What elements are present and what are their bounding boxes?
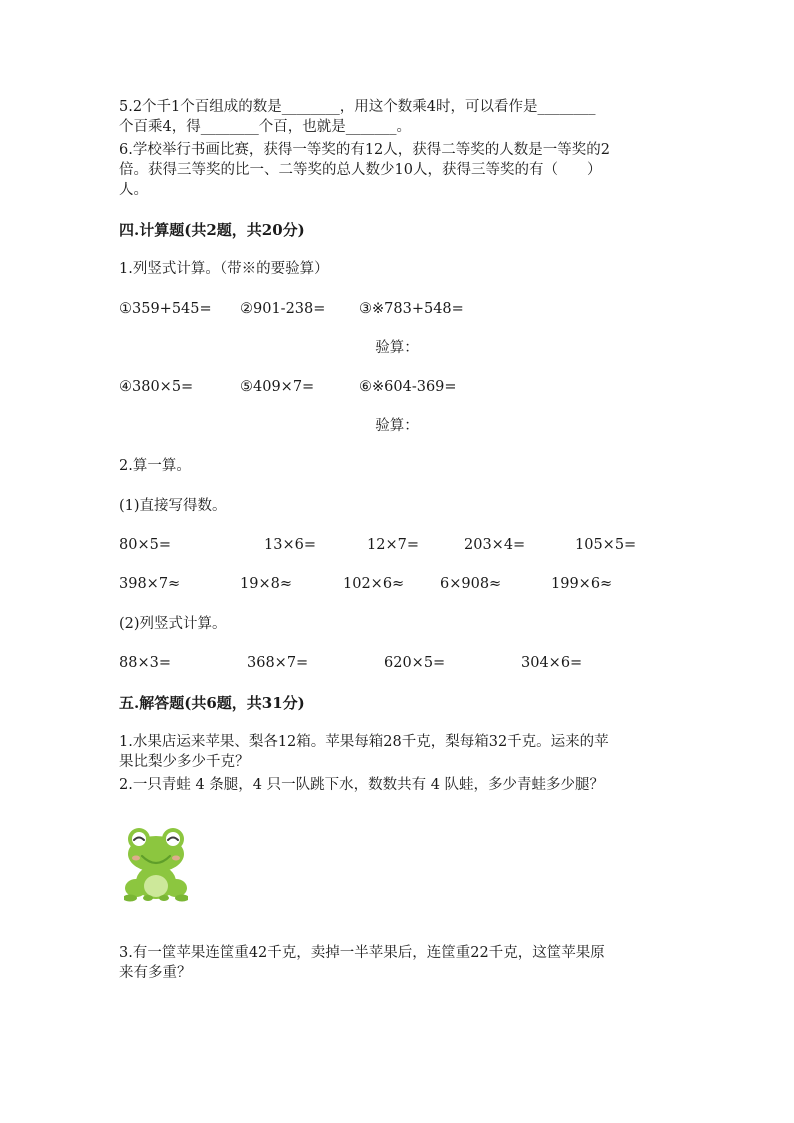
frog-icon bbox=[124, 828, 188, 902]
vertical-item: 620×5= bbox=[384, 655, 446, 671]
s4-q2-title: 2.算一算。 bbox=[119, 458, 191, 474]
direct-item: 19×8≈ bbox=[240, 576, 292, 592]
section-5-title: 五.解答题(共6题，共31分) bbox=[119, 694, 305, 712]
vertical-item: 304×6= bbox=[521, 655, 583, 671]
direct-row-1 bbox=[0, 535, 794, 555]
s5-q3-line-1: 3.有一筐苹果连筐重42千克，卖掉一半苹果后，连筐重22千克，这筐苹果原 bbox=[119, 945, 605, 961]
direct-item: 203×4= bbox=[464, 537, 526, 553]
calc-item: ①359+545= bbox=[119, 301, 212, 317]
direct-item: 6×908≈ bbox=[440, 576, 502, 592]
section-4-title: 四.计算题(共2题，共20分) bbox=[119, 221, 305, 239]
direct-item: 398×7≈ bbox=[119, 576, 181, 592]
calc-item: ④380×5= bbox=[119, 379, 194, 395]
calc-item: ⑥※604-369= bbox=[359, 379, 457, 395]
frog-illustration bbox=[124, 826, 188, 902]
q5-line-2: 个百乘4，得________个百，也就是_______。 bbox=[119, 119, 411, 135]
s5-q1-line-1: 1.水果店运来苹果、梨各12箱。苹果每箱28千克，梨每箱32千克。运来的苹 bbox=[119, 734, 609, 750]
q6-line-2: 倍。获得三等奖的比一、二等奖的总人数少10人，获得三等奖的有（ ） bbox=[119, 162, 602, 178]
q6-line-1: 6.学校举行书画比赛，获得一等奖的有12人，获得二等奖的人数是一等奖的2 bbox=[119, 142, 611, 158]
calc-item: ⑤409×7= bbox=[240, 379, 315, 395]
q5-line-1: 5.2个千1个百组成的数是________，用这个数乘4时，可以看作是________ bbox=[119, 99, 596, 115]
direct-item: 105×5= bbox=[575, 537, 637, 553]
calc-row-1 bbox=[0, 299, 794, 319]
s5-q2-line-1: 2.一只青蛙 4 条腿，4 只一队跳下水，数数共有 4 队蛙，多少青蛙多少腿？ bbox=[119, 777, 605, 793]
s4-q1-title: 1.列竖式计算。（带※的要验算） bbox=[119, 261, 329, 277]
s5-q3-line-2: 来有多重？ bbox=[119, 965, 192, 981]
direct-item: 80×5= bbox=[119, 537, 171, 553]
direct-item: 199×6≈ bbox=[551, 576, 613, 592]
check-label-2: 验算： bbox=[375, 418, 419, 434]
vertical-calc-row bbox=[0, 653, 794, 673]
direct-item: 13×6= bbox=[264, 537, 316, 553]
s4-sub2-title: (2)列竖式计算。 bbox=[119, 616, 227, 632]
q6-line-3: 人。 bbox=[119, 182, 148, 198]
check-label-1: 验算： bbox=[375, 340, 419, 356]
s4-sub1-title: (1)直接写得数。 bbox=[119, 498, 227, 514]
s5-q1-line-2: 果比梨少多少千克？ bbox=[119, 754, 250, 770]
direct-item: 12×7= bbox=[367, 537, 419, 553]
direct-row-2 bbox=[0, 574, 794, 594]
vertical-item: 368×7= bbox=[247, 655, 309, 671]
calc-item: ③※783+548= bbox=[359, 301, 464, 317]
calc-item: ②901-238= bbox=[240, 301, 326, 317]
vertical-item: 88×3= bbox=[119, 655, 171, 671]
calc-row-2 bbox=[0, 377, 794, 397]
direct-item: 102×6≈ bbox=[343, 576, 405, 592]
